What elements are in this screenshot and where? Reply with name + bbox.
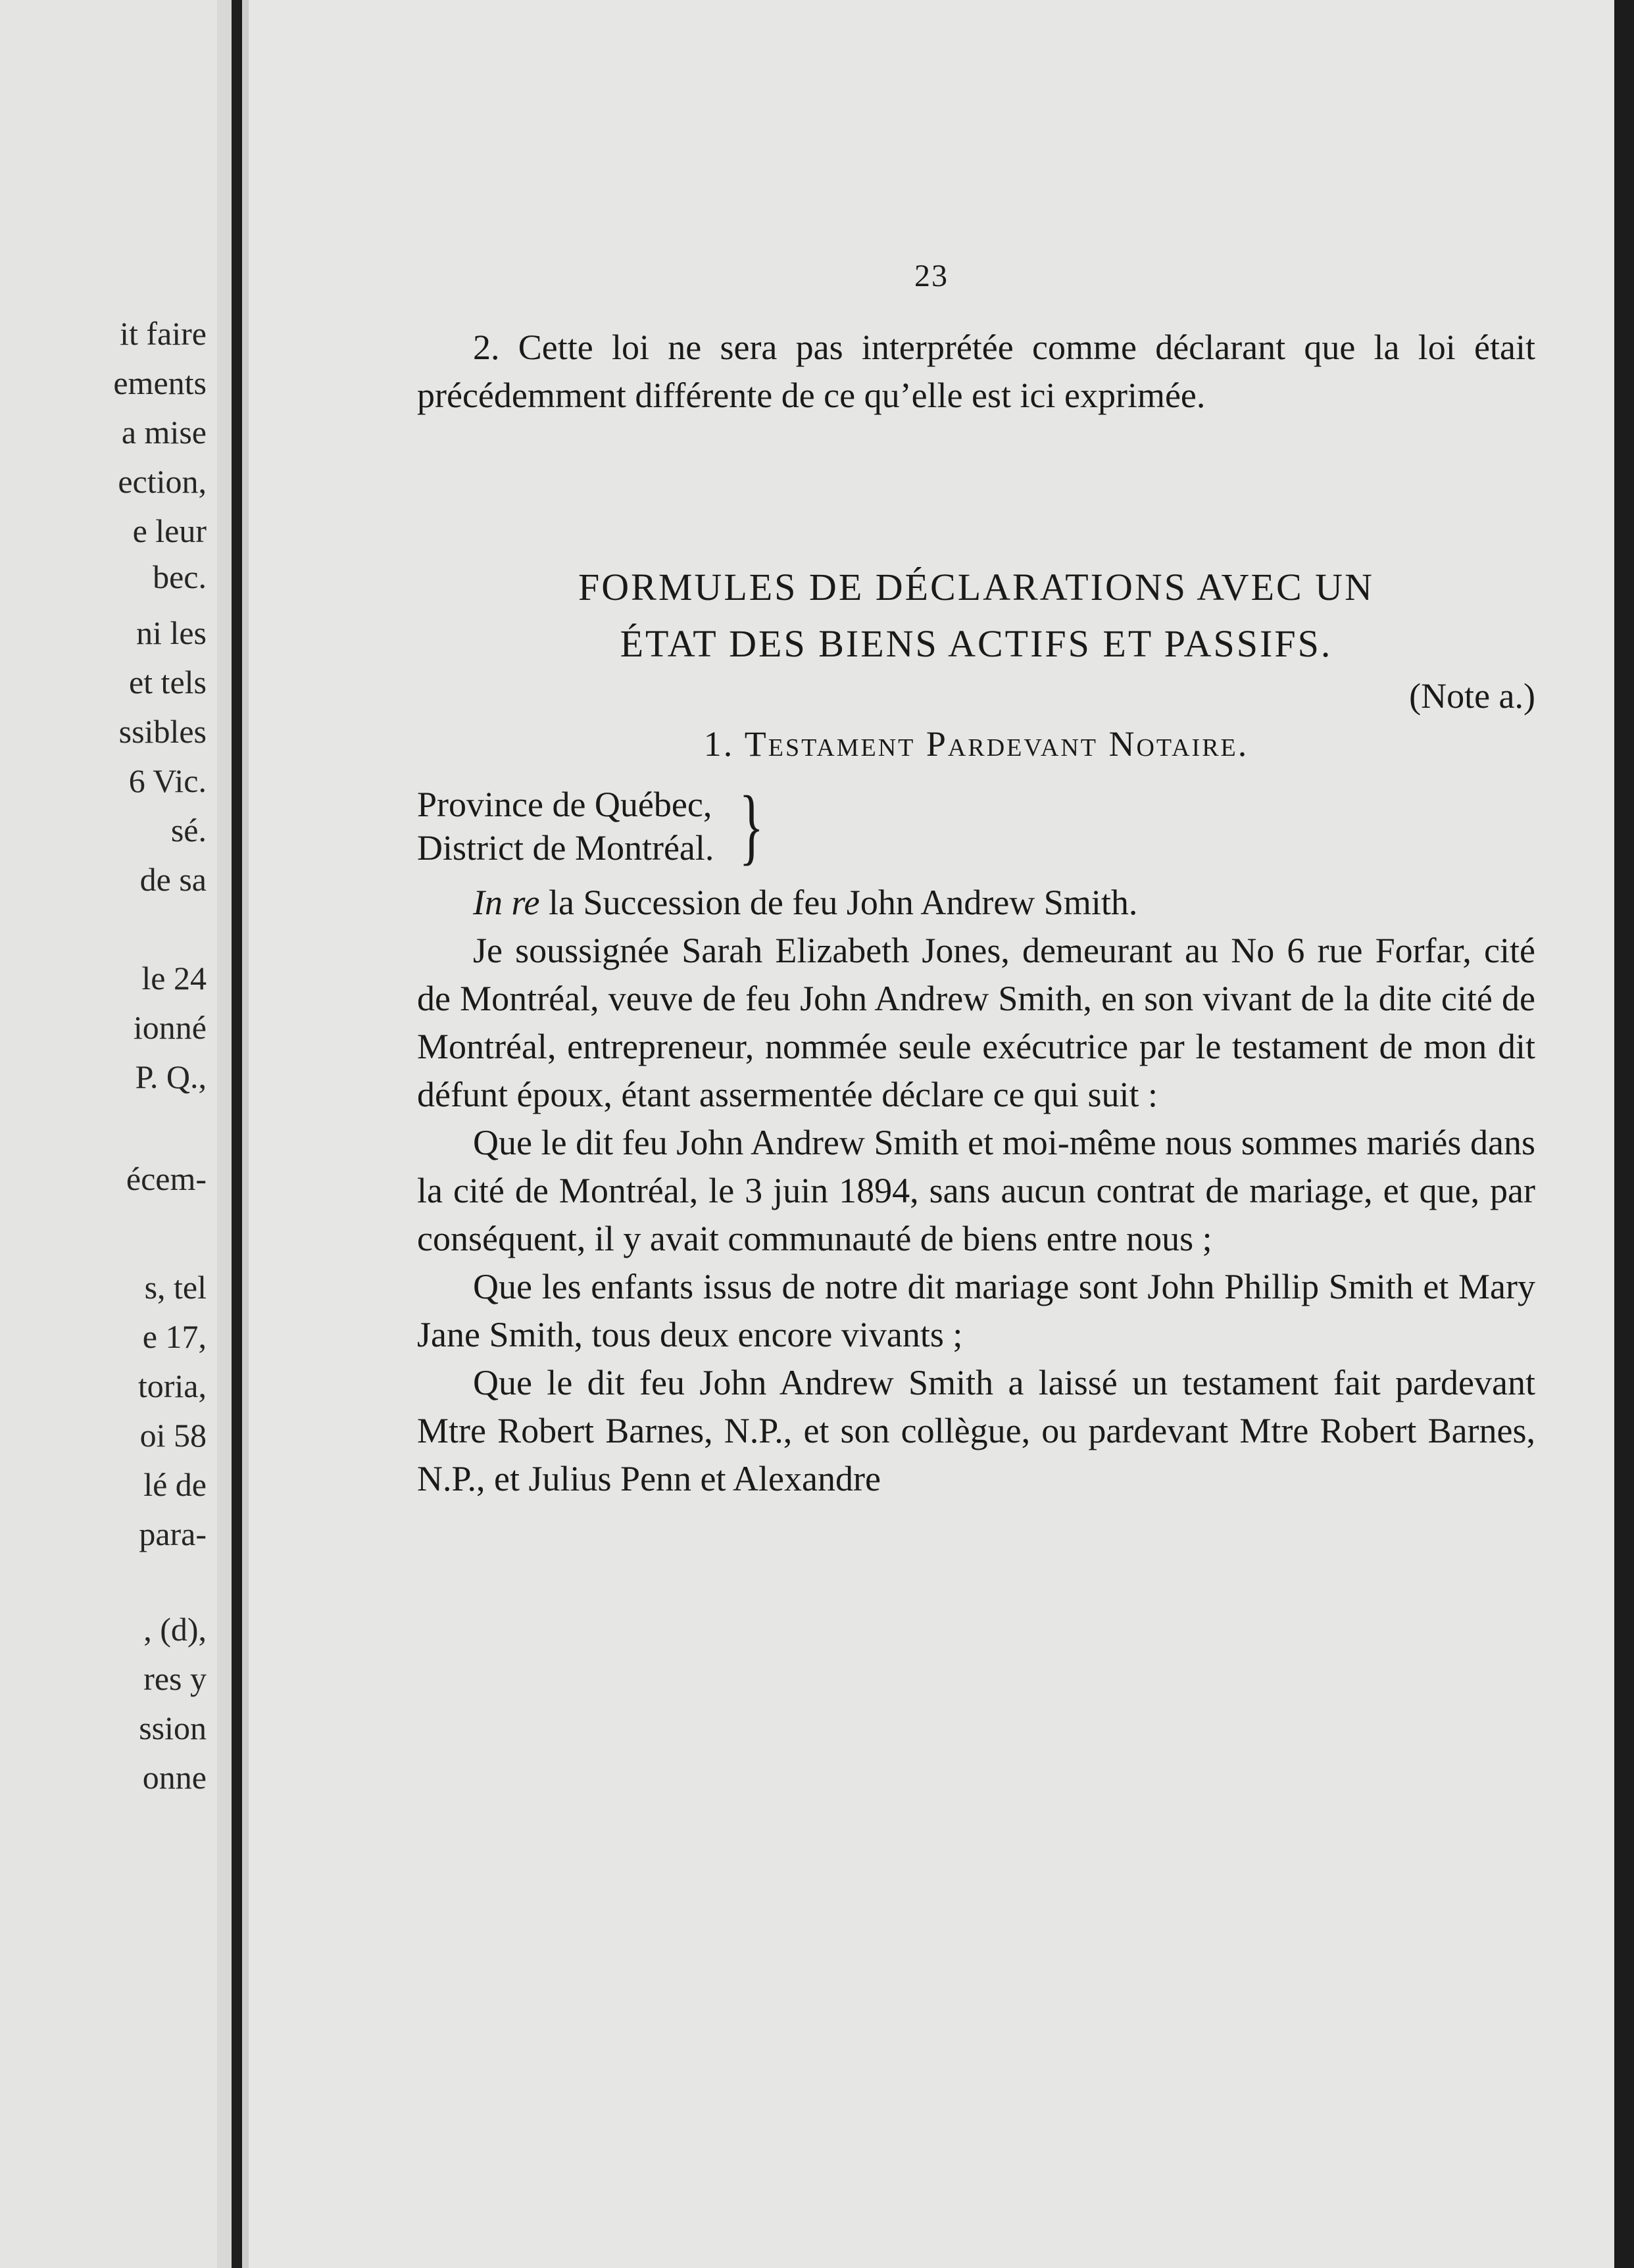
left-page-line: 6 Vic. xyxy=(128,762,207,799)
left-page-line: P. Q., xyxy=(135,1058,207,1095)
testament-paragraph: Que le dit feu John Andrew Smith a laissé un testament fait pardevant Mtre Robert Barnes, N.P., et son collègue, ou pardevant Mtre Robert Barnes, N.P., et Julius Penn et Alexandre xyxy=(417,1363,1535,1498)
left-page-line: le 24 xyxy=(141,960,207,997)
left-page-line: écem- xyxy=(126,1160,207,1197)
left-page-fragment xyxy=(0,0,217,2268)
section-heading-line1: FORMULES DE DÉCLARATIONS AVEC UN xyxy=(578,566,1374,608)
book-spine xyxy=(232,0,242,2268)
left-page-line: bec. xyxy=(153,558,207,595)
left-page-line: lé de xyxy=(143,1466,207,1503)
left-page-line: onne xyxy=(142,1759,207,1796)
venue-block xyxy=(417,779,1535,874)
left-page-line: para- xyxy=(139,1516,207,1552)
form-subtitle: 1. Testament Pardevant Notaire. xyxy=(703,724,1249,764)
venue-brace: } xyxy=(739,779,764,874)
left-page-line: e 17, xyxy=(142,1318,207,1355)
left-page-line: s, tel xyxy=(144,1269,207,1306)
left-page-line: ni les xyxy=(136,614,207,651)
left-page-line: de sa xyxy=(139,861,207,898)
right-border xyxy=(1614,0,1634,2268)
right-page xyxy=(249,0,1614,2268)
in-re-label: In re xyxy=(473,883,540,922)
page-gutter xyxy=(217,0,232,2268)
left-page-line: ection, xyxy=(118,463,207,500)
formulas-section xyxy=(417,559,1535,1503)
marriage-paragraph: Que le dit feu John Andrew Smith et moi-même nous sommes mariés dans la cité de Montréal, le 3 juin 1894, sans aucun contrat de mariage, et que, par conséquent, il y avait communauté de biens entre nous ; xyxy=(417,1123,1535,1258)
left-page-line: toria, xyxy=(137,1368,207,1404)
venue-district: District de Montréal. xyxy=(417,828,714,868)
left-page-line: a mise xyxy=(121,414,207,451)
left-page-line: ements xyxy=(113,364,207,401)
page-number: 23 xyxy=(914,259,949,293)
intro-block xyxy=(417,324,1535,420)
section-heading-line2: ÉTAT DES BIENS ACTIFS ET PASSIFS. xyxy=(620,622,1333,665)
left-page-line: it faire xyxy=(120,315,207,352)
left-page-line: ionné xyxy=(133,1009,207,1046)
in-re-text: la Succession de feu John Andrew Smith. xyxy=(539,883,1138,922)
declaration-paragraph: Je soussignée Sarah Elizabeth Jones, demeurant au No 6 rue Forfar, cité de Montréal, veuve de feu John Andrew Smith, en son vivant de la dite cité de Montréal, entrepreneur, nommée seule exécutrice par le testament de mon dit défunt époux, étant assermentée déclare ce qui suit : xyxy=(417,931,1535,1114)
note-reference: (Note a.) xyxy=(1409,676,1535,716)
in-re-line xyxy=(417,879,1535,927)
left-page-line: ssibles xyxy=(118,713,207,750)
left-page-line: et tels xyxy=(128,664,207,701)
intro-paragraph: 2. Cette loi ne sera pas interprétée comme déclarant que la loi était précédemment différente de ce qu’elle est ici exprimée. xyxy=(417,328,1535,415)
left-page-line: sé. xyxy=(170,812,207,849)
left-page-line: , (d), xyxy=(143,1611,207,1648)
left-page-line: oi 58 xyxy=(139,1417,207,1454)
left-page-line: res y xyxy=(143,1660,207,1697)
children-paragraph: Que les enfants issus de notre dit mariage sont John Phillip Smith et Mary Jane Smith, tous deux encore vivants ; xyxy=(417,1267,1535,1354)
left-page-line: e leur xyxy=(132,512,207,549)
left-page-line: ssion xyxy=(139,1710,207,1746)
spine-edge xyxy=(242,0,249,2268)
venue-province: Province de Québec, xyxy=(417,785,712,824)
